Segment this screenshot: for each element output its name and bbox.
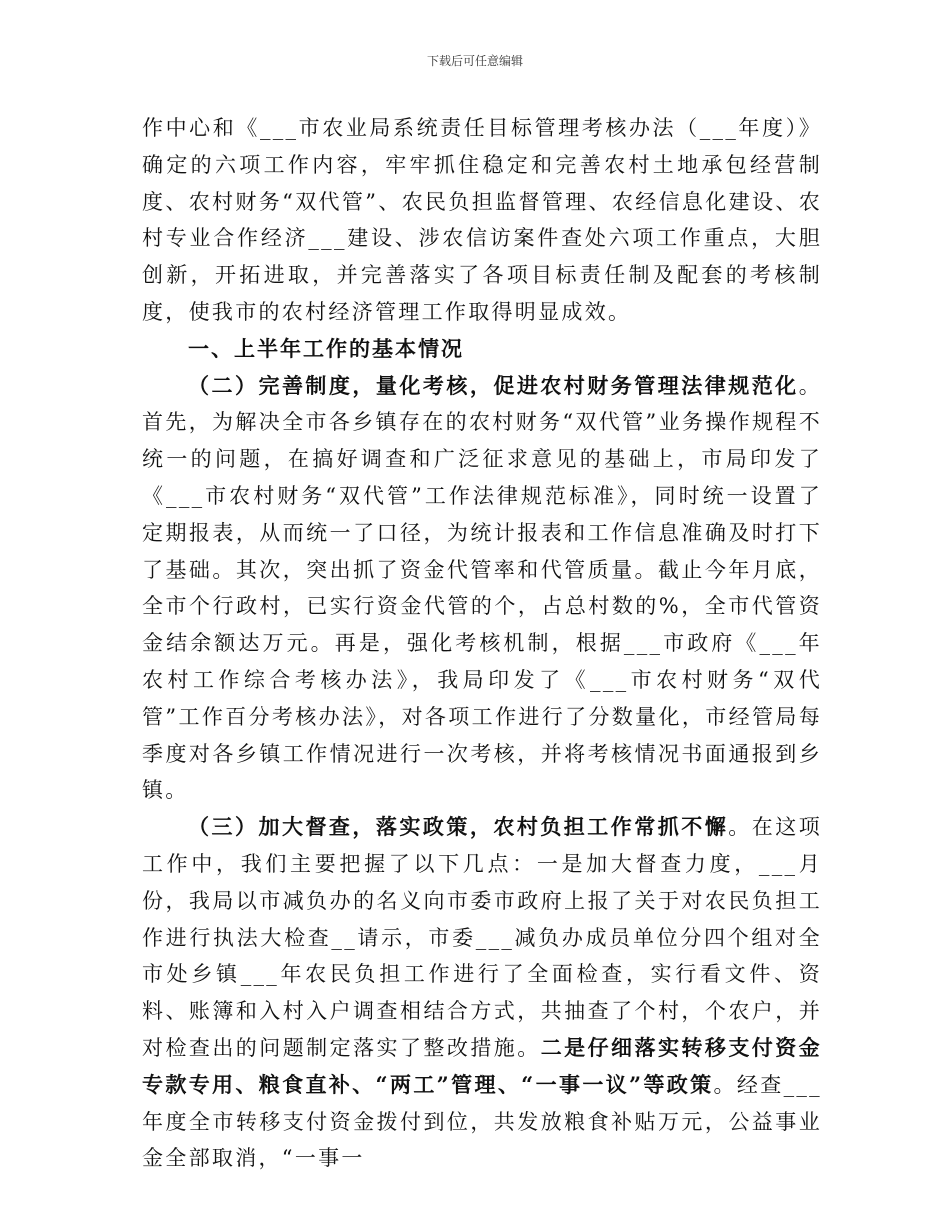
paragraph-burden-bold-clause: 二是仔细落实转移支付资金专款专用、粮食直补、“两工”管理、“一事一议”等政策 [142, 1034, 822, 1097]
section-heading: 一、上半年工作的基本情况 [188, 335, 464, 361]
paragraph-intro: 作中心和《___市农业局系统责任目标管理考核办法（___年度）》确定的六项工作内容，牢牢抓住稳定和完善农村土地承包经营制度、农村财务“双代管”、农民负担监督管理、农经信息化建设、农村专业合作经济___建设、涉农信访案件查处六项工作重点，大胆创新，开拓进取，并完善落实了各项目标责任制及配套的考核制度，使我市的农村经济管理工作取得明显成效。 [142, 116, 822, 324]
paragraph-burden-text: 。在这项工作中，我们主要把握了以下几点：一是加大督查力度，___月份，我局以市减负办的名义向市委市政府上报了关于对农民负担工作进行执法大检查__请示，市委___减负办成员单位分四个组对全市处乡镇___年农民负担工作进行了全面检查，实行看文件、资料、账簿和入村入户调查相结合方式，共抽查了个村，个农户，并对检查出的问题制定落实了整改措施。 [142, 815, 822, 1060]
paragraph-finance-lead: （二）完善制度，量化考核，促进农村财务管理法律规范化 [188, 372, 799, 398]
page-header: 下载后可任意编辑 [426, 54, 523, 68]
paragraph-burden [142, 809, 822, 1177]
document-body [142, 110, 822, 1177]
paragraph-burden-lead: （三）加大督查，落实政策，农村负担工作常抓不懈 [188, 814, 729, 840]
paragraph-finance [142, 368, 822, 810]
paragraph-finance-text: 。首先，为解决全市各乡镇存在的农村财务“双代管”业务操作规程不统一的问题，在搞好调查和广泛征求意见的基础上，市局印发了《___市农村财务“双代管”工作法律规范标准》，同时统一设置了定期报表，从而统一了口径，为统计报表和工作信息准确及时打下了基础。其次，突出抓了资金代管率和代管质量。截止今年月底，全市个行政村，已实行资金代管的个，占总村数的%，全市代管资金结余额达万元。再是，强化考核机制，根据___市政府《___年农村工作综合考核办法》，我局印发了《___市农村财务“双代管”工作百分考核办法》，对各项工作进行了分数量化，市经管局每季度对各乡镇工作情况进行一次考核，并将考核情况书面通报到乡镇。 [142, 373, 822, 803]
paragraph-burden-end: 。经查___年度全市转移支付资金拨付到位，共发放粮食补贴万元，公益事业金全部取消，“一事一 [142, 1072, 822, 1171]
